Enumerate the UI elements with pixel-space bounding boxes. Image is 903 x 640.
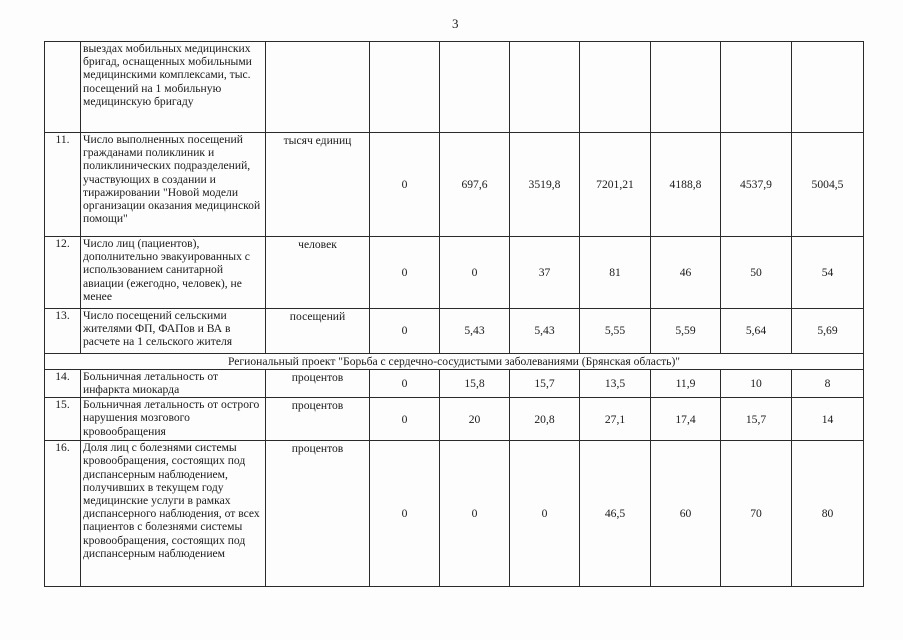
value-cell: 7201,21 [580, 133, 651, 237]
value-cell: 0 [370, 237, 440, 309]
value-cell: 15,7 [721, 398, 792, 441]
unit-cell: процентов [266, 370, 370, 398]
value-cell: 27,1 [580, 398, 651, 441]
value-cell: 5004,5 [792, 133, 864, 237]
value-cell: 5,43 [440, 309, 510, 354]
table-row [45, 441, 864, 587]
value-cell: 0 [370, 398, 440, 441]
value-cell: 0 [510, 441, 580, 587]
value-cell: 5,55 [580, 309, 651, 354]
value-cell: 0 [370, 370, 440, 398]
indicator-description: выездах мобильных медицинских бригад, оснащенных мобильными медицинскими комплексами, тыс. посещений на 1 мобильную медицинскую бригаду [81, 42, 266, 133]
value-cell: 0 [370, 309, 440, 354]
value-cell: 81 [580, 237, 651, 309]
value-cell: 20,8 [510, 398, 580, 441]
value-cell: 5,43 [510, 309, 580, 354]
row-number: 14. [45, 370, 81, 398]
value-cell: 5,69 [792, 309, 864, 354]
section-row [45, 354, 864, 370]
unit-cell: процентов [266, 398, 370, 441]
value-cell: 54 [792, 237, 864, 309]
row-number: 12. [45, 237, 81, 309]
value-cell: 14 [792, 398, 864, 441]
table-row [45, 398, 864, 441]
unit-cell: тысяч единиц [266, 133, 370, 237]
value-cell: 0 [440, 237, 510, 309]
row-number: 13. [45, 309, 81, 354]
row-number: 11. [45, 133, 81, 237]
row-number: 15. [45, 398, 81, 441]
value-cell: 60 [651, 441, 721, 587]
page-number: 3 [452, 16, 459, 31]
value-cell: 697,6 [440, 133, 510, 237]
unit-cell: процентов [266, 441, 370, 587]
value-cell: 0 [370, 441, 440, 587]
unit-cell: человек [266, 237, 370, 309]
value-cell: 46 [651, 237, 721, 309]
value-cell: 5,59 [651, 309, 721, 354]
indicator-description: Число посещений сельскими жителями ФП, ФАПов и ВА в расчете на 1 сельского жителя [81, 309, 266, 354]
value-cell: 70 [721, 441, 792, 587]
value-cell: 15,7 [510, 370, 580, 398]
value-cell: 3519,8 [510, 133, 580, 237]
value-cell: 0 [370, 133, 440, 237]
table-row [45, 133, 864, 237]
value-cell: 80 [792, 441, 864, 587]
value-cell: 13,5 [580, 370, 651, 398]
value-cell: 17,4 [651, 398, 721, 441]
unit-cell: посещений [266, 309, 370, 354]
indicator-description: Больничная летальность от инфаркта миокарда [81, 370, 266, 398]
row-number: 16. [45, 441, 81, 587]
table-row [45, 237, 864, 309]
indicators-table [44, 41, 864, 587]
indicator-description: Больничная летальность от острого нарушения мозгового кровообращения [81, 398, 266, 441]
value-cell: 15,8 [440, 370, 510, 398]
value-cell: 8 [792, 370, 864, 398]
value-cell: 4188,8 [651, 133, 721, 237]
value-cell: 50 [721, 237, 792, 309]
value-cell: 20 [440, 398, 510, 441]
table-row [45, 309, 864, 354]
table-row [45, 42, 864, 133]
value-cell: 11,9 [651, 370, 721, 398]
value-cell: 4537,9 [721, 133, 792, 237]
indicator-description: Доля лиц с болезнями системы кровообращения, состоящих под диспансерным наблюдением, получивших в текущем году медицинские услуги в рамках диспансерного наблюдения, от всех пациентов с болезнями системы кровообращения, состоящих под диспансерным наблюдением [81, 441, 266, 587]
indicator-description: Число выполненных посещений гражданами поликлиник и поликлинических подразделений, участвующих в создании и тиражировании "Новой модели организации оказания медицинской помощи" [81, 133, 266, 237]
table-row [45, 370, 864, 398]
value-cell: 5,64 [721, 309, 792, 354]
value-cell: 10 [721, 370, 792, 398]
value-cell: 46,5 [580, 441, 651, 587]
value-cell: 0 [440, 441, 510, 587]
indicator-description: Число лиц (пациентов), дополнительно эвакуированных с использованием санитарной авиации (ежегодно, человек), не менее [81, 237, 266, 309]
value-cell: 37 [510, 237, 580, 309]
section-title: Региональный проект "Борьба с сердечно-сосудистыми заболеваниями (Брянская область)" [45, 354, 864, 370]
